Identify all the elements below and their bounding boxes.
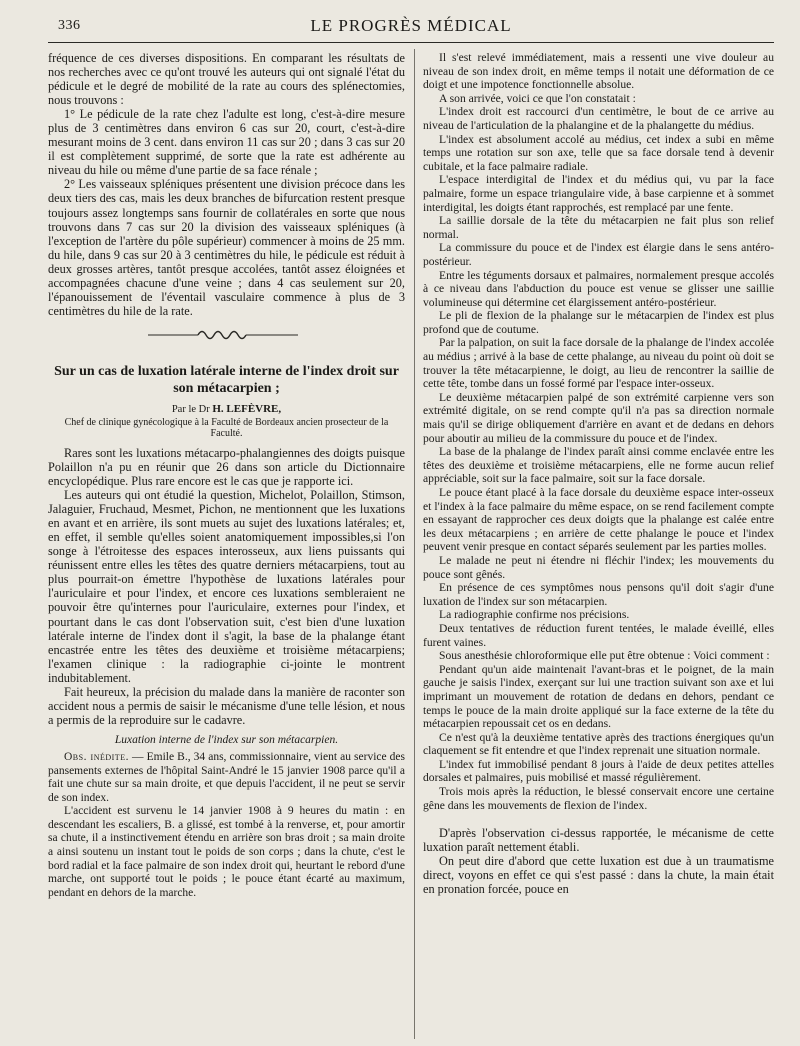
intro-paragraph: fréquence de ces diverses dispositions. En comparant les résultats de nos recherches avec ce qu'ont trouvé les auteurs qui ont signalé l'état du pédicule et le degré de mobilité de la rate au cours des splénectomies, nous trouvons : <box>48 51 405 108</box>
intro-paragraph: 2° Les vaisseaux spléniques présentent une division précoce dans les deux tiers des cas, mais les deux branches de bifurcation restent presque toujours assez longtemps sans fournir de collatérales en sorte que nous trouvons dans 7 cas sur 20 la division des vaisseaux spléniques (à l'exception de l'artère du pôle supérieur) commencer à moins de 25 mm. du hile, dans 9 cas sur 20 à 3 centimètres du hile, le pédicule est réduit à deux grosses artères, tantôt presque accolées, tantôt assez éloignées et accompagnées chacune d'une veine ; dans 4 cas seulement sur 20, l'épanouissement de l'éventail vasculaire commence à plus de 3 centimètres du hile de la rate. <box>48 177 405 318</box>
case-paragraph: En présence de ces symptômes nous pensons qu'il doit s'agir d'une luxation de l'index sur son métacarpien. <box>423 581 774 608</box>
observation-paragraph <box>48 751 405 805</box>
author-affiliation: Chef de clinique gynécologique à la Faculté de Bordeaux ancien prosecteur de la Faculté. <box>64 416 389 440</box>
case-paragraph: Pendant qu'un aide maintenait l'avant-bras et le poignet, de la main gauche je saisis l'index, exerçant sur lui une traction suivant son axe et lui imprimant un mouvement de rotation de dedans en dehors, pendant ce temps le pouce de la main droite appliqué sur la face externe de la tête du métacarpien repoussait cet os en dedans. <box>423 662 774 731</box>
case-paragraph: Le pouce étant placé à la face dorsale du deuxième espace inter-osseux et l'index à la face palmaire du même espace, on se rend facilement compte en essayant de rapprocher ces deux doigts que la phalange est calée entre les deux métacarpiens ; en arrière de cette phalange le pouce et l'index peuvent venir presque en contact séparés seulement par les parties molles. <box>423 486 774 554</box>
case-paragraph: Deux tentatives de réduction furent tentées, le malade éveillé, elles furent vaines. <box>423 621 774 649</box>
case-paragraph: Le deuxième métacarpien palpé de son extrémité carpienne vers son extrémité digitale, on se rend compte qu'il n'a pas sa direction normale mais qu'il se dirige obliquement d'arrière en avant et de dedans en dehors pour aboutir au milieu de la commissure du pouce et de l'index. <box>423 390 774 445</box>
case-paragraph: Le malade ne peut ni étendre ni fléchir l'index; les mouvements du pouce sont gênés. <box>423 553 774 581</box>
discussion-paragraph: On peut dire d'abord que cette luxation est due à un traumatisme direct, voyons en effet ce qui s'est passé : dans la chute, la main était en pronation forcée, pouce en <box>423 854 774 897</box>
observation-paragraph: L'accident est survenu le 14 janvier 1908 à 9 heures du matin : en descendant les escaliers, B. a glissé, est tombé à la renverse, et, pour amortir sa chute, il a instinctivement étendu en arrière son bras droit ; sa main droite a ainsi soutenu un instant tout le poids de son corps ; dans la chute, c'est le bord radial et la face palmaire de son index droit qui, heurtant le rebord d'une marche, ont supporté tout le poids ; le pouce étant écarté au maximum, pendant en dehors de la marche. <box>48 805 405 899</box>
column-divider <box>414 49 415 1039</box>
case-paragraph: La saillie dorsale de la tête du métacarpien ne fait plus son relief normal. <box>423 214 774 241</box>
body-paragraph: Fait heureux, la précision du malade dans la manière de raconter son accident nous a permis de saisir le mécanisme d'une telle lésion, et nous a permis de la reproduire sur le cadavre. <box>48 684 405 727</box>
article-title: Sur un cas de luxation latérale interne de l'index droit sur son métacarpien ; <box>54 363 399 396</box>
case-paragraph: L'index fut immobilisé pendant 8 jours à l'aide de deux petites attelles dorsales et palmaires, puis mobilisé et massé régulièrement. <box>423 757 774 785</box>
observation-subheading: Luxation interne de l'index sur son métacarpien. <box>114 733 339 746</box>
body-paragraph: Les auteurs qui ont étudié la question, Michelot, Polaillon, Stimson, Jalaguier, Fruchaud, Mesmet, Pichon, ne mentionnent que les luxations en avant et en arrière, ils sont muets au sujet des luxations latérales; et, en effet, il semble qu'elles soient anatomiquement impossibles,si l'on songe à l'étroitesse des espaces interosseux, aux liens puissants qui réunissent entre elles les têtes des quatre derniers métacarpiens, tout au plus pourrait-on émettre l'hypothèse de luxations latérales pour l'auriculaire et pour l'index, et encore ces luxations sembleraient ne pouvoir être qu'internes pour l'auriculaire, externes pour l'index, et pourtant dans le cas dont l'observation suit, c'est bien d'une luxation latérale interne de l'index dont il s'agit, la base de la phalange étant encastrée entre les têtes des deuxième et troisième métacarpiens; l'examen clinique : la radiographie ci-jointe le montrent indubitablement. <box>48 488 405 685</box>
author-name: H. LEFÈVRE, <box>212 402 282 415</box>
case-paragraph: L'espace interdigital de l'index et du médius qui, vu par la face palmaire, forme un espace triangulaire vide, à base carpienne et à sommet interdigital, les doigts étant rapprochés, est remplacé par une fente. <box>423 173 774 214</box>
right-column <box>423 51 774 896</box>
case-paragraph: La commissure du pouce et de l'index est élargie dans le sens antéro-postérieur. <box>423 241 774 268</box>
observation-text: — Emile B., 34 ans, commissionnaire, vient au service des pansements externes de l'hôpital Saint-André le 15 janvier 1908 parce qu'il a fait une chute sur sa main droite, et que depuis l'accident, il ne peut se servir de son index. <box>48 750 405 804</box>
two-column-body <box>48 43 774 1043</box>
case-paragraph: Ce n'est qu'à la deuxième tentative après des tractions énergiques qu'un claquement se fit entendre et que l'index reprenait une situation normale. <box>423 730 774 758</box>
page-number: 336 <box>58 18 81 33</box>
left-column <box>48 51 405 900</box>
author-prefix: Par le Dr <box>171 403 210 415</box>
case-paragraph: Le pli de flexion de la phalange sur le métacarpien de l'index est plus profond que de coutume. <box>423 309 774 336</box>
discussion-section <box>423 826 774 896</box>
case-paragraph: La base de la phalange de l'index paraît ainsi comme enclavée entre les têtes des deuxième et troisième métacarpiens, elle ne forme aucun relief appréciable, soit sur la face palmaire, soit sur la face dorsale. <box>423 445 774 486</box>
observation-label: Obs. inédite. <box>64 750 129 763</box>
page-header <box>48 16 774 43</box>
case-paragraph: La radiographie confirme nos précisions. <box>439 608 630 622</box>
intro-paragraph: 1° Le pédicule de la rate chez l'adulte est long, c'est-à-dire mesure plus de 3 centimètres dans environ 6 cas sur 20, court, c'est-à-dire mesurant moins de 3 cent. dans environ 11 cas sur 20 ; dans 3 cas sur 20 il est complètement supprimé, de sorte que la rate est adhérente au niveau du hile ou même d'une partie de sa face rénale ; <box>48 107 405 178</box>
discussion-paragraph: D'après l'observation ci-dessus rapportée, le mécanisme de cette luxation paraît nettement établi. <box>423 826 774 855</box>
running-title: LE PROGRÈS MÉDICAL <box>310 16 512 35</box>
body-paragraph: Rares sont les luxations métacarpo-phalangiennes des doigts puisque Polaillon n'a pu en réunir que 26 dans son article du Dictionnaire encyclopédique. Plus rare encore est le cas que je rapporte ici. <box>48 445 405 489</box>
case-paragraph: L'index droit est raccourci d'un centimètre, le bout de ce arrive au niveau de l'articulation de la phalangine et de la phalangette du médius. <box>423 105 774 132</box>
case-paragraph: A son arrivée, voici ce que l'on constatait : <box>439 91 636 105</box>
case-paragraph: Par la palpation, on suit la face dorsale de la phalange de l'index accolée au médius ; arrivé à la base de cette phalange, au niveau du point où doit se trouver la tête métacarpienne, le doigt, au lieu de rencontrer la saillie de cette tête, tombe dans un fossé formé par l'espace inter-osseux. <box>423 336 774 391</box>
author-line <box>48 403 405 416</box>
case-paragraph: Entre les téguments dorsaux et palmaires, normalement presque accolés à ce niveau dans l'abduction du pouce est venue se glisser une saillie volumineuse qui détermine cet élargissement antéro-postérieur. <box>423 268 774 309</box>
case-paragraph: Il s'est relevé immédiatement, mais a ressenti une vive douleur au niveau de son index droit, en même temps il notait une déformation de ce doigt et une impotence fonctionnelle absolue. <box>423 51 774 92</box>
section-flourish <box>48 324 405 346</box>
case-paragraph: Sous anesthésie chloroformique elle put être obtenue : Voici comment : <box>439 649 770 663</box>
case-paragraph: L'index est absolument accolé au médius, cet index a subi en même temps une rotation sur son axe, telle que sa face dorsale tend à devenir cubitale, et la face palmaire radiale. <box>423 132 774 173</box>
case-paragraph: Trois mois après la réduction, le blessé conservait encore une certaine gêne dans les mouvements de flexion de l'index. <box>423 785 774 812</box>
